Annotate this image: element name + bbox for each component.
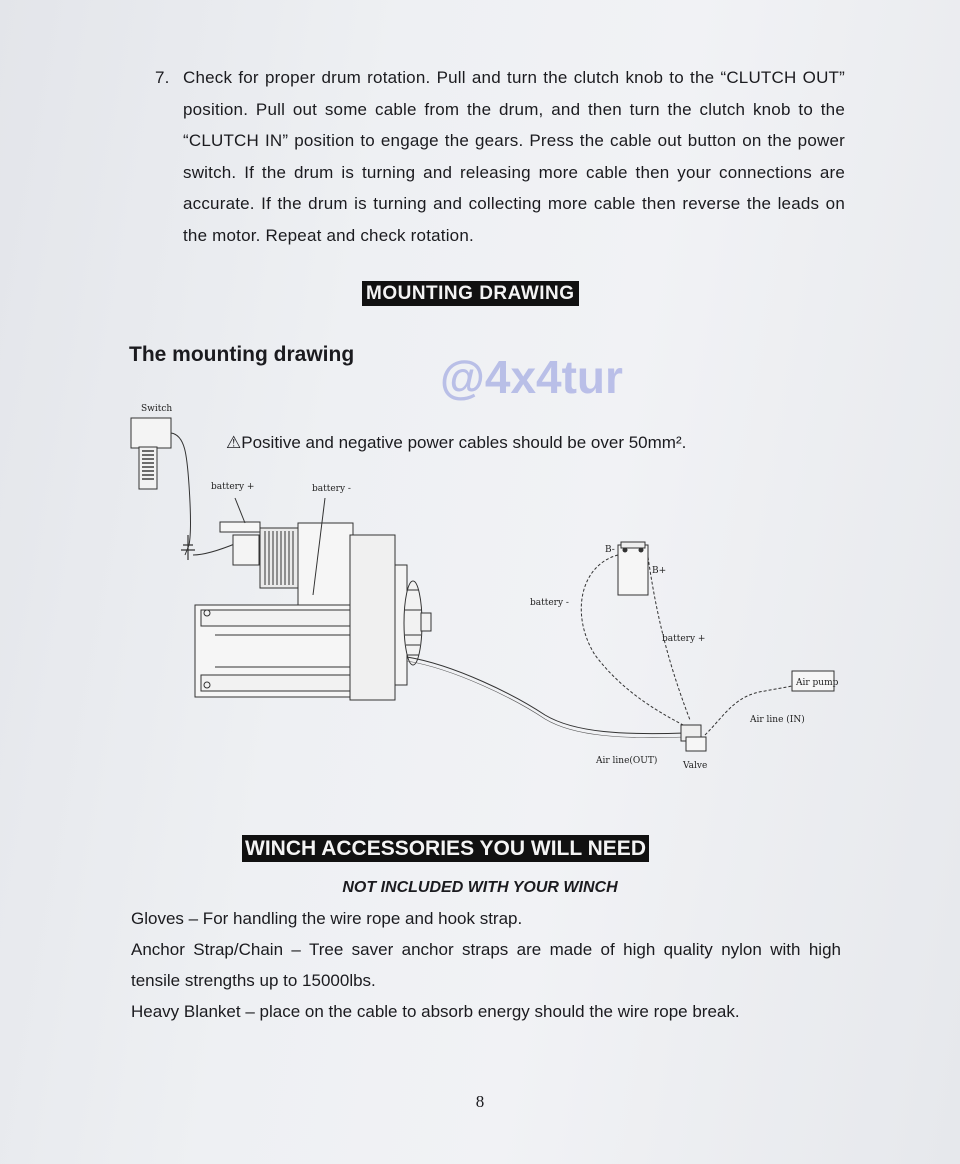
warning-triangle-icon: ⚠	[226, 433, 242, 452]
instruction-step-7	[155, 62, 845, 251]
watermark: @4x4tur	[440, 351, 623, 403]
valve-battery-pos-label: battery +	[662, 634, 706, 644]
battery	[618, 542, 648, 595]
mounting-drawing-banner: MOUNTING DRAWING	[362, 281, 579, 306]
air-line-out-label: Air line(OUT)	[596, 756, 658, 766]
cable-warning	[226, 433, 686, 453]
battery-terminal-neg: B-	[605, 545, 615, 555]
switch-box	[131, 418, 171, 489]
valve-label: Valve	[683, 761, 708, 771]
warning-text: Positive and negative power cables should be over 50mm².	[241, 433, 687, 452]
valve	[681, 725, 706, 751]
air-line-in	[705, 683, 796, 735]
step-number: 7.	[155, 68, 170, 87]
battery-pos-leader	[235, 498, 245, 523]
switch-label: Switch	[141, 404, 173, 414]
accessory-item: Anchor Strap/Chain – Tree saver anchor straps are made of high quality nylon with high tensile strengths up to 15000lbs.	[131, 940, 841, 990]
accessories-list	[131, 903, 841, 1027]
air-line-in-label: Air line (IN)	[750, 715, 805, 725]
control-cable	[193, 543, 237, 555]
step-text: Check for proper drum rotation. Pull and turn the clutch knob to the “CLUTCH OUT” position. Pull out some cable from the drum, and then turn the clutch knob to the “CLUTCH IN” position to engage the gears. Press the cable out button on the power switch. If the drum is turning and releasing more cable then your connections are accurate. If the drum is turning and collecting more cable then reverse the leads on the motor. Repeat and check rotation.	[183, 68, 845, 245]
accessories-banner: WINCH ACCESSORIES YOU WILL NEED	[242, 835, 649, 862]
valve-battery-neg-label: battery -	[530, 598, 569, 608]
battery-neg-label: battery -	[312, 484, 351, 494]
accessory-item: Heavy Blanket – place on the cable to absorb energy should the wire rope break.	[131, 1002, 740, 1021]
winch-motor	[220, 522, 353, 609]
mounting-diagram	[125, 395, 845, 785]
accessory-item: Gloves – For handling the wire rope and hook strap.	[131, 909, 523, 928]
winch-gearbox	[350, 535, 431, 700]
accessories-subheading: NOT INCLUDED WITH YOUR WINCH	[342, 879, 618, 896]
air-line-out	[407, 657, 685, 734]
mounting-drawing-heading: The mounting drawing	[129, 343, 355, 366]
air-pump-label: Air pump	[796, 678, 839, 688]
page-number: 8	[475, 1092, 485, 1111]
switch-connector	[181, 535, 195, 560]
battery-terminal-pos: B+	[652, 566, 667, 576]
battery-pos-label: battery +	[211, 482, 255, 492]
